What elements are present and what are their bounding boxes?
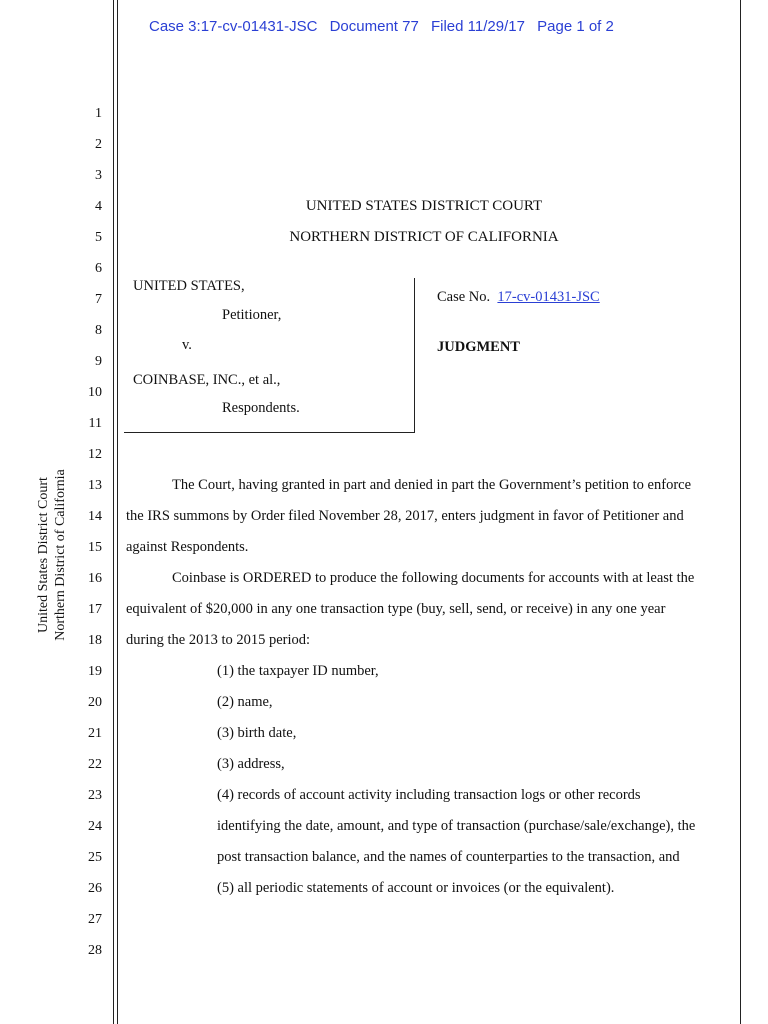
case-number — [437, 289, 600, 306]
line-number: 14 — [88, 509, 102, 524]
versus: v. — [182, 337, 192, 353]
respondent-name: COINBASE, INC., et al., — [133, 372, 281, 388]
line-number: 28 — [88, 943, 102, 958]
case-caption-box — [124, 278, 415, 433]
margin-label-line-2: Northern District of California — [53, 469, 68, 641]
line-number: 25 — [88, 850, 102, 865]
line-number: 9 — [95, 354, 102, 369]
header-page-number: Page 1 of 2 — [537, 18, 614, 35]
body-line: against Respondents. — [126, 539, 249, 555]
line-number: 15 — [88, 540, 102, 555]
left-margin-rule-inner — [117, 0, 118, 1024]
list-item: (2) name, — [217, 694, 273, 710]
line-number: 5 — [95, 230, 102, 245]
line-number: 12 — [88, 447, 102, 462]
header-document-number: Document 77 — [329, 18, 419, 35]
line-number: 1 — [95, 106, 102, 121]
list-item: (3) birth date, — [217, 725, 297, 741]
line-number: 21 — [88, 726, 102, 741]
case-number-label: Case No. — [437, 289, 491, 305]
line-number: 2 — [95, 137, 102, 152]
list-item: (1) the taxpayer ID number, — [217, 663, 379, 679]
right-margin-rule — [740, 0, 741, 1024]
petitioner-role: Petitioner, — [222, 307, 282, 323]
line-number: 24 — [88, 819, 102, 834]
line-number: 16 — [88, 571, 102, 586]
list-item: (4) records of account activity including transaction logs or other records — [217, 787, 641, 803]
line-number: 7 — [95, 292, 102, 307]
list-item: (5) all periodic statements of account or invoices (or the equivalent). — [217, 880, 615, 896]
line-number: 23 — [88, 788, 102, 803]
line-number: 22 — [88, 757, 102, 772]
line-number: 18 — [88, 633, 102, 648]
body-line: Coinbase is ORDERED to produce the following documents for accounts with at least the — [172, 570, 695, 586]
list-item-continuation: post transaction balance, and the names of counterparties to the transaction, and — [217, 849, 680, 865]
header-filed-date: Filed 11/29/17 — [430, 18, 525, 35]
line-number: 3 — [95, 168, 102, 183]
header-case-number: Case 3:17-cv-01431-JSC — [149, 18, 318, 35]
case-number-link[interactable]: 17-cv-01431-JSC — [497, 289, 600, 305]
filing-header — [149, 18, 622, 35]
court-district: NORTHERN DISTRICT OF CALIFORNIA — [289, 229, 559, 245]
line-number: 20 — [88, 695, 102, 710]
body-line: the IRS summons by Order filed November 28, 2017, enters judgment in favor of Petitioner and — [126, 508, 684, 524]
line-number: 13 — [88, 478, 102, 493]
body-line: The Court, having granted in part and denied in part the Government’s petition to enforce — [172, 477, 692, 493]
left-margin-rule-outer — [113, 0, 114, 1024]
line-number: 6 — [95, 261, 102, 276]
list-item-continuation: identifying the date, amount, and type of transaction (purchase/sale/exchange), the — [217, 818, 696, 834]
line-number: 11 — [88, 416, 102, 431]
petitioner-name: UNITED STATES, — [133, 278, 245, 294]
line-number: 17 — [88, 602, 102, 617]
document-title: JUDGMENT — [437, 339, 520, 355]
line-number: 8 — [95, 323, 102, 338]
body-line: during the 2013 to 2015 period: — [126, 632, 311, 648]
margin-label-line-1: United States District Court — [36, 477, 51, 633]
court-name: UNITED STATES DISTRICT COURT — [305, 198, 543, 214]
line-number: 4 — [95, 199, 102, 214]
margin-court-label — [35, 469, 69, 640]
respondent-role: Respondents. — [222, 400, 300, 416]
line-number: 27 — [88, 912, 102, 927]
line-number: 26 — [88, 881, 102, 896]
body-line: equivalent of $20,000 in any one transaction type (buy, sell, send, or receive) in any one year — [126, 601, 666, 617]
list-item: (3) address, — [217, 756, 285, 772]
line-number: 10 — [88, 385, 102, 400]
line-number: 19 — [88, 664, 102, 679]
